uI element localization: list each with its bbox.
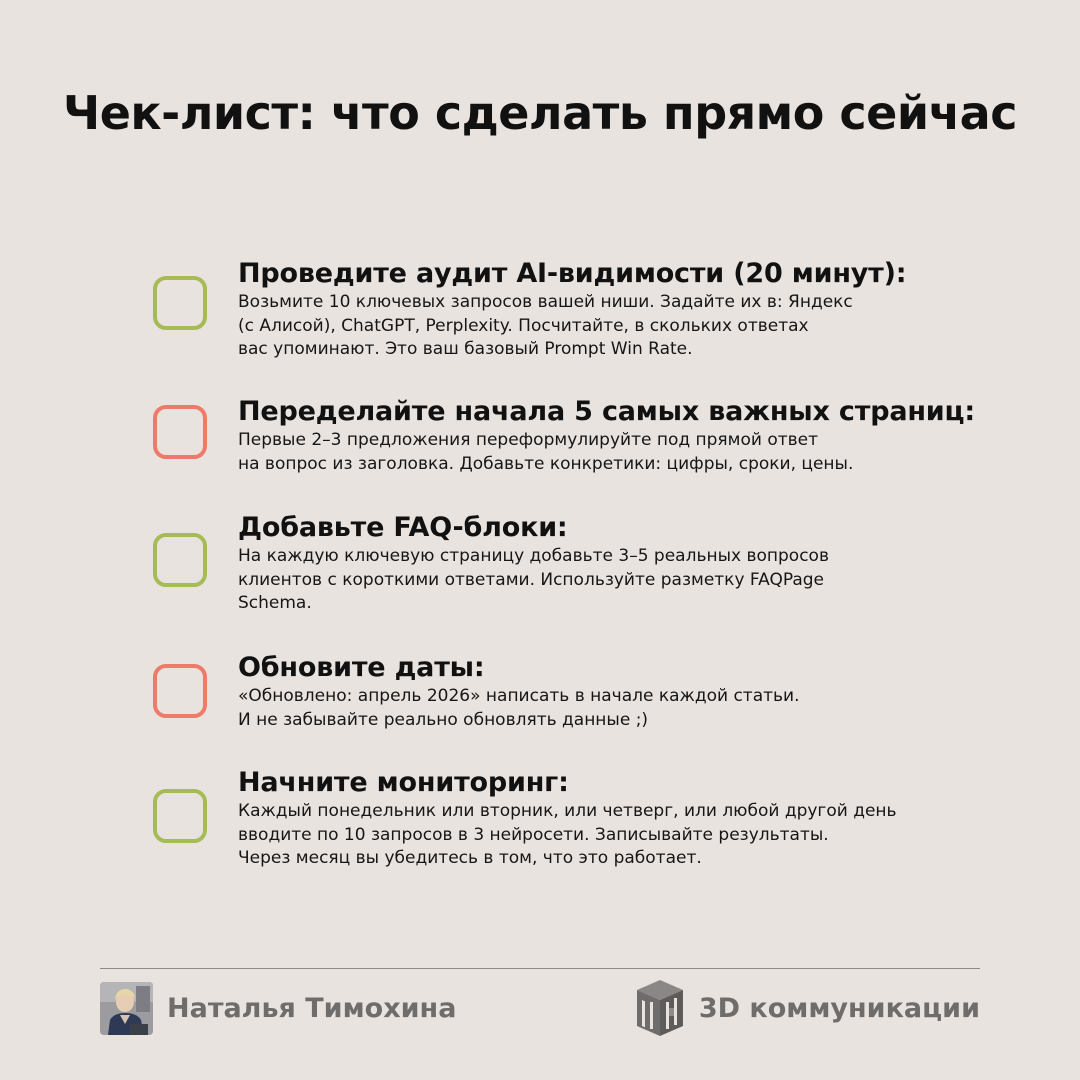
checklist-item-text [238,395,1018,476]
footer-divider [100,968,980,969]
checklist-item-title: Начните мониторинг: [238,767,569,798]
description-line: клиентов с короткими ответами. Используйте разметку FAQPage [238,569,825,590]
checkbox[interactable] [153,789,207,843]
description-line: (с Алисой), ChatGPT, Perplexity. Посчитайте, в скольких ответах [238,315,809,336]
description-line: «Обновлено: апрель 2026» написать в начале каждой статьи. [238,686,800,706]
description-line: Каждый понедельник или вторник, или четверг, или любой другой день [238,801,897,821]
author-block [100,981,456,1035]
description-line: вас упоминают. Это ваш базовый Prompt Win Rate. [238,339,693,359]
author-name: Наталья Тимохина [167,992,457,1024]
checklist-item-text [238,511,1018,616]
checklist-item-description [238,291,1018,362]
checklist-item-title: Обновите даты: [238,652,485,683]
description-line: Возьмите 10 ключевых запросов вашей ниши. Задайте их в: Яндекс [238,292,853,312]
description-line: Через месяц вы убедитесь в том, что это работает. [238,848,702,868]
checkbox[interactable] [153,533,207,587]
checklist-item-title: Добавьте FAQ-блоки: [238,512,568,543]
checklist-item-text [238,651,1018,732]
description-line: вводите по 10 запросов в 3 нейросети. Записывайте результаты. [238,824,829,845]
checklist-item-text [238,257,1018,362]
description-line: И не забывайте реально обновлять данные ;) [238,709,649,730]
checklist-item-text [238,766,1018,871]
checklist-item-title: Проведите аудит AI-видимости (20 минут): [238,258,907,289]
checklist-item-description [238,685,1018,732]
brand-logo-icon [633,978,687,1038]
checkbox[interactable] [153,405,207,459]
checklist-item-description [238,545,1018,616]
brand-name: 3D коммуникации [698,992,980,1024]
checklist-item-description [238,800,1018,871]
avatar [100,982,153,1035]
checkbox[interactable] [153,276,207,330]
description-line: Schema. [238,593,312,613]
description-line: На каждую ключевую страницу добавьте 3–5 реальных вопросов [238,546,829,566]
avatar-photo-icon [100,982,153,1035]
brand-block [633,978,980,1038]
page-title: Чек-лист: что сделать прямо сейчас [63,86,1017,140]
checklist-item-title: Переделайте начала 5 самых важных страниц: [238,396,975,427]
description-line: на вопрос из заголовка. Добавьте конкретики: цифры, сроки, цены. [238,453,854,474]
checkbox[interactable] [153,664,207,718]
checklist-item-description [238,429,1018,476]
description-line: Первые 2–3 предложения переформулируйте под прямой ответ [238,430,819,450]
